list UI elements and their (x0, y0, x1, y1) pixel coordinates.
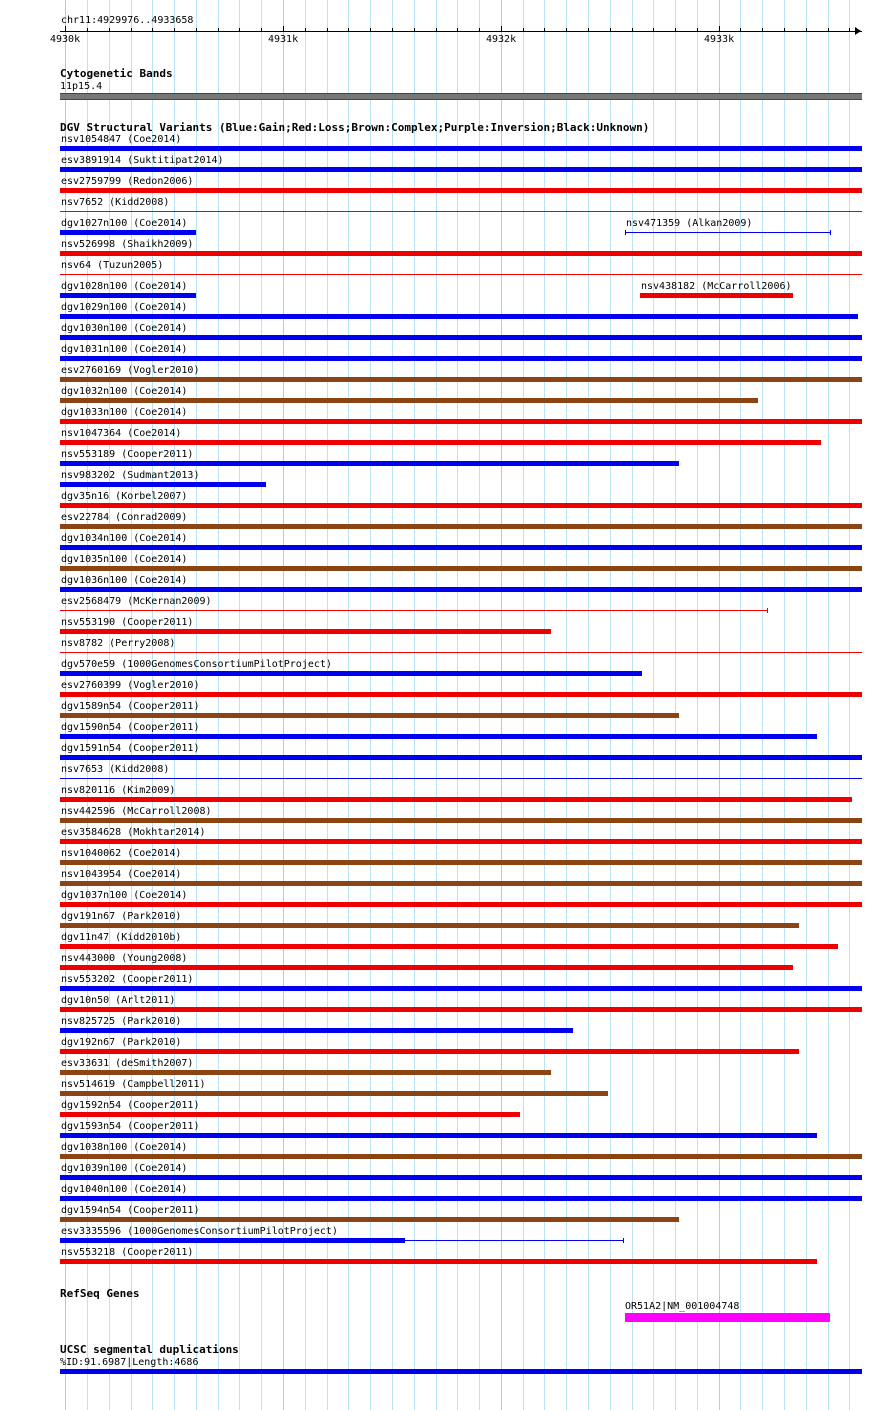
variant-bar[interactable] (60, 1028, 573, 1033)
variant-bar[interactable] (60, 251, 862, 256)
variant-label: dgv1592n54 (Cooper2011) (61, 1100, 200, 1111)
variant-bar[interactable] (60, 335, 862, 340)
variant-label: dgv1031n100 (Coe2014) (61, 344, 188, 355)
variant-bar[interactable] (60, 902, 862, 907)
variant-bar[interactable] (60, 1259, 817, 1264)
variant-label: nsv1047364 (Coe2014) (61, 428, 182, 439)
variant-label: dgv1039n100 (Coe2014) (61, 1163, 188, 1174)
variant-label: dgv11n47 (Kidd2010b) (61, 932, 182, 943)
variant-bar[interactable] (60, 1238, 405, 1243)
variant-label: dgv1594n54 (Cooper2011) (61, 1205, 200, 1216)
variant-bar[interactable] (60, 923, 799, 928)
variant-bar[interactable] (60, 755, 862, 760)
variant-label: dgv1589n54 (Cooper2011) (61, 701, 200, 712)
segdup-label: %ID:91.6987|Length:4686 (60, 1357, 199, 1368)
ruler-tick-label: 4932k (486, 34, 517, 45)
variant-label: nsv553218 (Cooper2011) (61, 1247, 194, 1258)
variant-label: nsv1043954 (Coe2014) (61, 869, 182, 880)
segdup-track-title: UCSC segmental duplications (60, 1343, 239, 1356)
variant-label: dgv1040n100 (Coe2014) (61, 1184, 188, 1195)
variant-label: esv3891914 (Suktitipat2014) (61, 155, 224, 166)
variant-label: dgv1028n100 (Coe2014) (61, 281, 188, 292)
variant-bar[interactable] (60, 146, 862, 151)
variant-bar[interactable] (60, 356, 862, 361)
variant-label: nsv1054847 (Coe2014) (61, 134, 182, 145)
variant-label: dgv192n67 (Park2010) (61, 1037, 182, 1048)
variant-bar[interactable] (60, 314, 858, 319)
variant-bar[interactable] (60, 1049, 799, 1054)
variant-bar[interactable] (60, 1196, 862, 1201)
variant-bar-thin[interactable] (60, 778, 862, 779)
variant-label: nsv8782 (Perry2008) (61, 638, 176, 649)
variant-bar[interactable] (60, 440, 821, 445)
variant-label: dgv1037n100 (Coe2014) (61, 890, 188, 901)
variant-bar[interactable] (60, 1175, 862, 1180)
variant-label: nsv983202 (Sudmant2013) (61, 470, 200, 481)
gene-bar[interactable] (625, 1313, 830, 1322)
variant-bar[interactable] (60, 944, 838, 949)
variant-label: dgv1035n100 (Coe2014) (61, 554, 188, 565)
variant-bar[interactable] (60, 965, 793, 970)
variant-bar[interactable] (60, 629, 551, 634)
variant-label: nsv553189 (Cooper2011) (61, 449, 194, 460)
variant-label: nsv1040062 (Coe2014) (61, 848, 182, 859)
variant-label: dgv1038n100 (Coe2014) (61, 1142, 188, 1153)
dgv-track-title: DGV Structural Variants (Blue:Gain;Red:Loss;Brown:Complex;Purple:Inversion;Black:Unknown) (60, 121, 650, 134)
variant-bar-thin[interactable] (60, 610, 767, 611)
variant-label: nsv553202 (Cooper2011) (61, 974, 194, 985)
variant-bar[interactable] (640, 293, 793, 298)
variant-bar[interactable] (60, 1154, 862, 1159)
variant-label: dgv35n16 (Korbel2007) (61, 491, 188, 502)
variant-label: nsv526998 (Shaikh2009) (61, 239, 194, 250)
variant-bar[interactable] (60, 587, 862, 592)
variant-bar[interactable] (60, 230, 196, 235)
variant-label: dgv1036n100 (Coe2014) (61, 575, 188, 586)
region-label: chr11:4929976..4933658 (61, 15, 194, 26)
variant-bar[interactable] (60, 461, 679, 466)
variant-start-cap (625, 230, 626, 235)
variant-label: dgv570e59 (1000GenomesConsortiumPilotProject) (61, 659, 332, 670)
variant-label: dgv1032n100 (Coe2014) (61, 386, 188, 397)
variant-label: esv3584628 (Mokhtar2014) (61, 827, 206, 838)
variant-bar[interactable] (60, 188, 862, 193)
variant-bar[interactable] (60, 692, 862, 697)
variant-end-cap (623, 1238, 624, 1243)
variant-bar[interactable] (60, 713, 679, 718)
gene-label: OR51A2|NM_001004748 (625, 1301, 740, 1312)
variant-label: nsv7653 (Kidd2008) (61, 764, 170, 775)
variant-label: dgv1591n54 (Cooper2011) (61, 743, 200, 754)
variant-label: esv2568479 (McKernan2009) (61, 596, 212, 607)
variant-label: nsv553190 (Cooper2011) (61, 617, 194, 628)
variant-bar[interactable] (60, 797, 852, 802)
variant-bar[interactable] (60, 818, 862, 823)
variant-label: nsv442596 (McCarroll2008) (61, 806, 212, 817)
ruler-tick-label: 4931k (268, 34, 299, 45)
variant-end-cap (767, 608, 768, 613)
variant-bar[interactable] (60, 734, 817, 739)
variant-bar[interactable] (60, 1133, 817, 1138)
segdup-bar[interactable] (60, 1369, 862, 1374)
variant-bar-extension[interactable] (405, 1240, 623, 1241)
variant-bar[interactable] (60, 524, 862, 529)
variant-bar[interactable] (60, 503, 862, 508)
variant-bar[interactable] (60, 419, 862, 424)
variant-end-cap (830, 230, 831, 235)
variant-label: nsv7652 (Kidd2008) (61, 197, 170, 208)
variant-label: esv2760169 (Vogler2010) (61, 365, 200, 376)
variant-label: esv33631 (deSmith2007) (61, 1058, 194, 1069)
variant-label: dgv1029n100 (Coe2014) (61, 302, 188, 313)
variant-bar[interactable] (60, 1091, 608, 1096)
variant-label: nsv820116 (Kim2009) (61, 785, 176, 796)
ruler-tick-label: 4930k (50, 34, 81, 45)
variant-label: dgv1033n100 (Coe2014) (61, 407, 188, 418)
variant-bar-thin[interactable] (625, 232, 830, 233)
variant-label: esv2759799 (Redon2006) (61, 176, 194, 187)
variant-bar[interactable] (60, 545, 862, 550)
ruler-tick-label: 4933k (704, 34, 735, 45)
variant-label: nsv64 (Tuzun2005) (61, 260, 164, 271)
variant-label: esv3335596 (1000GenomesConsortiumPilotProject) (61, 1226, 338, 1237)
variant-label: esv2760399 (Vogler2010) (61, 680, 200, 691)
variant-label: dgv1027n100 (Coe2014) (61, 218, 188, 229)
variant-label: dgv10n50 (Arlt2011) (61, 995, 176, 1006)
variant-label: nsv514619 (Campbell2011) (61, 1079, 206, 1090)
variant-label: dgv1030n100 (Coe2014) (61, 323, 188, 334)
variant-bar[interactable] (60, 377, 862, 382)
variant-bar[interactable] (60, 1217, 679, 1222)
variant-bar[interactable] (60, 167, 862, 172)
variant-bar[interactable] (60, 1007, 862, 1012)
variant-label: dgv191n67 (Park2010) (61, 911, 182, 922)
variant-bar[interactable] (60, 671, 642, 676)
variant-label: dgv1034n100 (Coe2014) (61, 533, 188, 544)
variant-bar[interactable] (60, 293, 196, 298)
variant-bar-thin[interactable] (60, 211, 862, 212)
variant-bar[interactable] (60, 860, 862, 865)
variant-bar[interactable] (60, 1070, 551, 1075)
variant-bar[interactable] (60, 398, 758, 403)
variant-bar[interactable] (60, 881, 862, 886)
variant-label: esv22784 (Conrad2009) (61, 512, 188, 523)
variant-label: nsv438182 (McCarroll2006) (641, 281, 792, 292)
variant-label: nsv443000 (Young2008) (61, 953, 188, 964)
variant-bar-thin[interactable] (60, 652, 862, 653)
variant-label: dgv1593n54 (Cooper2011) (61, 1121, 200, 1132)
variant-label: dgv1590n54 (Cooper2011) (61, 722, 200, 733)
variant-label: nsv471359 (Alkan2009) (626, 218, 753, 229)
variant-bar[interactable] (60, 986, 862, 991)
variant-bar-thin[interactable] (60, 274, 862, 275)
variant-bar[interactable] (60, 482, 266, 487)
cytoband-label: 11p15.4 (60, 81, 103, 92)
variant-label: nsv825725 (Park2010) (61, 1016, 182, 1027)
variant-bar[interactable] (60, 839, 862, 844)
variant-bar[interactable] (60, 1112, 520, 1117)
cytoband-track-title: Cytogenetic Bands (60, 67, 173, 80)
refseq-track-title: RefSeq Genes (60, 1287, 140, 1300)
variant-bar[interactable] (60, 566, 862, 571)
